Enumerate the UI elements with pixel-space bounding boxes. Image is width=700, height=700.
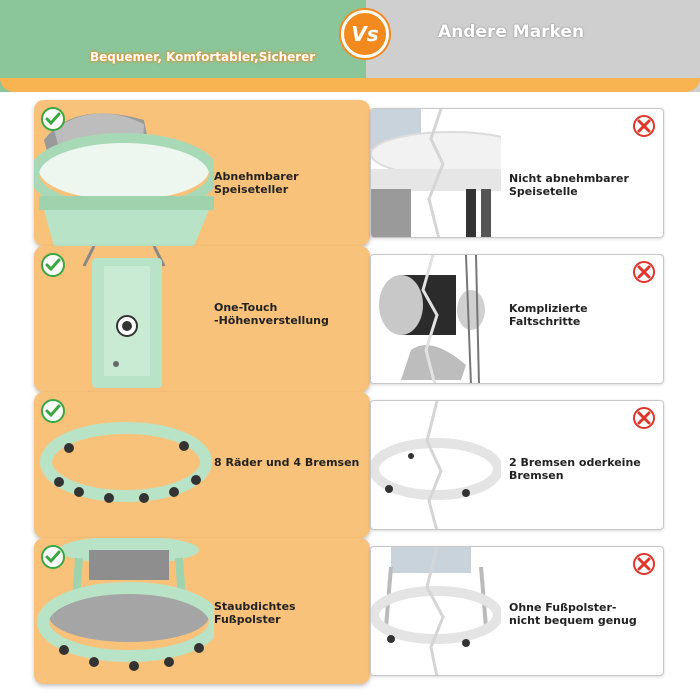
- no-footpad-illustration: [371, 547, 501, 676]
- check-icon: [40, 252, 66, 278]
- cross-icon: [633, 115, 655, 137]
- comparison-row-wheels: [0, 392, 700, 538]
- drawback-label: Ohne Fußpolster- nicht bequem genug: [509, 601, 637, 627]
- feature-card-others: [370, 254, 664, 384]
- feature-card-ours: [34, 538, 370, 684]
- drawback-label: 2 Bremsen oderkeine Bremsen: [509, 456, 641, 482]
- cross-icon: [633, 407, 655, 429]
- header-accent-stripe: [0, 78, 700, 92]
- feature-card-others: [370, 108, 664, 238]
- feature-label: Abnehmbarer Speiseteller: [214, 170, 299, 196]
- cross-icon: [633, 261, 655, 283]
- drawback-label: Komplizierte Faltschritte: [509, 302, 588, 328]
- feature-label: Staubdichtes Fußpolster: [214, 600, 296, 626]
- feature-card-ours: [34, 246, 370, 392]
- comparison-header: [0, 0, 700, 92]
- feature-card-ours: [34, 100, 370, 246]
- feature-card-others: [370, 400, 664, 530]
- check-icon: [40, 544, 66, 570]
- comparison-row-tray: [0, 100, 700, 246]
- comparison-row-footpad: [0, 538, 700, 684]
- other-walker-tray-illustration: [371, 109, 501, 238]
- feature-label: One-Touch -Höhenverstellung: [214, 301, 329, 327]
- check-icon: [40, 398, 66, 424]
- check-icon: [40, 106, 66, 132]
- vs-badge: Vs: [341, 10, 389, 58]
- folding-steps-illustration: [371, 255, 501, 384]
- other-brands-title: Andere Marken: [438, 22, 585, 42]
- our-brand-tagline: Bequemer, Komfortabler,Sicherer: [90, 50, 316, 64]
- drawback-label: Nicht abnehmbarer Speisetelle: [509, 172, 629, 198]
- feature-card-others: [370, 546, 664, 676]
- comparison-row-height: [0, 246, 700, 392]
- cross-icon: [633, 553, 655, 575]
- other-wheels-illustration: [371, 401, 501, 530]
- feature-card-ours: [34, 392, 370, 538]
- feature-label: 8 Räder und 4 Bremsen: [214, 456, 360, 469]
